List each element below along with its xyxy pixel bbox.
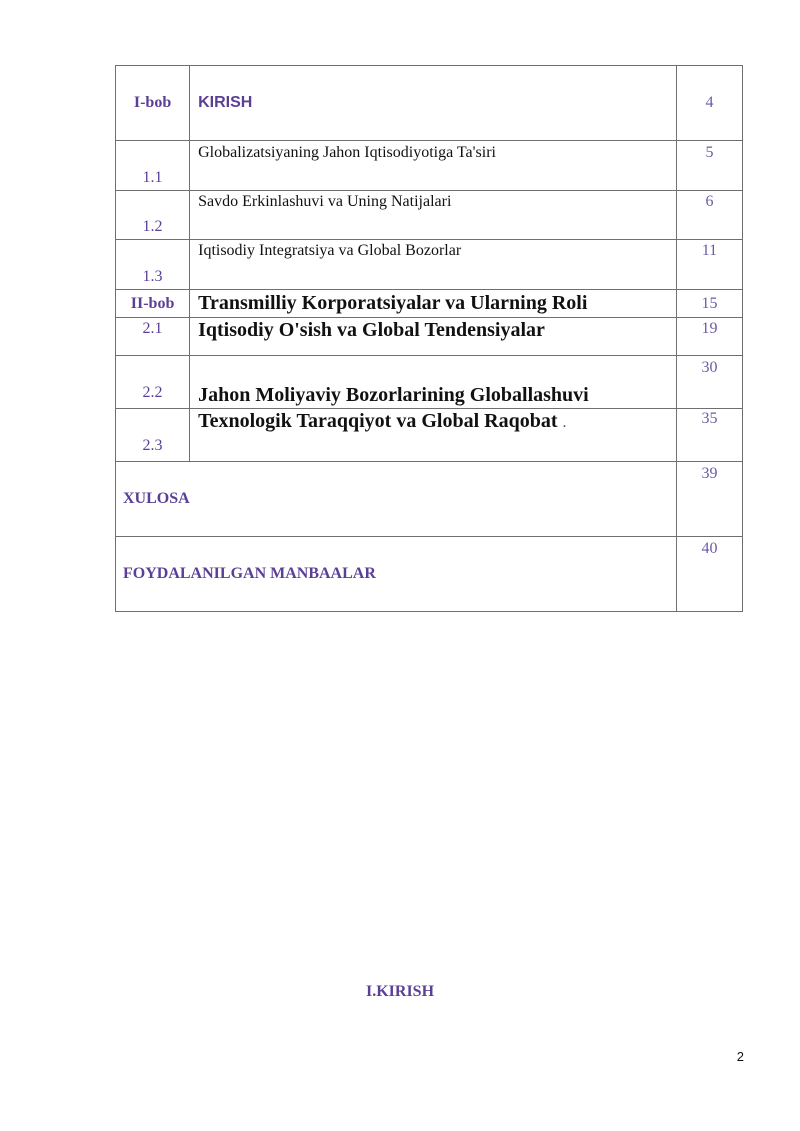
toc-page-cell [676,240,742,290]
toc-title-cell [190,409,677,462]
toc-row [116,240,743,290]
toc-section-title: Jahon Moliyaviy Bozorlarining Globallashuvi [198,384,589,406]
toc-page-cell [676,356,742,409]
toc-page-number: 11 [701,242,718,259]
toc-page-number: 5 [705,144,714,161]
toc-page-number: 6 [705,193,714,210]
toc-title-cell [190,66,677,141]
toc-section-number: 1.2 [142,218,163,235]
toc-row [116,537,743,612]
toc-title-cell [190,191,677,240]
toc-page-cell [676,191,742,240]
table-of-contents [115,65,743,612]
toc-row [116,356,743,409]
toc-row [116,290,743,318]
toc-row [116,141,743,191]
toc-page-number: 15 [701,294,718,312]
toc-page-number: 19 [701,320,718,337]
toc-references-title: FOYDALANILGAN MANBAALAR [123,565,376,582]
toc-page-number: 4 [705,94,714,111]
toc-row [116,66,743,141]
toc-section-cell [116,409,190,462]
toc-page-number: 35 [701,410,718,427]
toc-page-number: 40 [701,540,718,557]
toc-section-cell [116,318,190,356]
toc-section-title-suffix: . [562,414,567,431]
toc-title-cell [190,290,677,318]
toc-section-number: 2.2 [142,384,163,401]
toc-row [116,409,743,462]
toc-section-cell [116,356,190,409]
toc-section-title [190,410,676,433]
toc-section-number: 2.3 [142,437,163,454]
toc-title-cell [190,240,677,290]
toc-row [116,191,743,240]
toc-chapter-cell [116,290,190,318]
toc-section-number: 1.1 [142,169,163,186]
toc-conclusion-title: XULOSA [123,490,190,507]
toc-title-cell [116,537,677,612]
section-heading: I.KIRISH [365,983,435,1000]
toc-page-cell [676,537,742,612]
toc-title-cell [190,141,677,191]
toc-chapter-cell [116,66,190,141]
toc-section-cell [116,240,190,290]
toc-page-cell [676,66,742,141]
toc-section-title: Iqtisodiy Integratsiya va Global Bozorlar [198,242,462,259]
toc-page-number: 39 [701,465,718,482]
toc-section-title: Globalizatsiyaning Jahon Iqtisodiyotiga Ta'siri [198,144,496,161]
toc-page-cell [676,409,742,462]
toc-page-cell [676,290,742,318]
toc-page-cell [676,318,742,356]
toc-section-title-text: Texnologik Taraqqiyot va Global Raqobat [198,410,558,432]
toc-title-cell [190,356,677,409]
toc-section-number: 1.3 [142,268,163,285]
toc-section-title: Iqtisodiy O'sish va Global Tendensiyalar [198,319,545,341]
toc-chapter-number: I-bob [133,94,172,111]
toc-page-cell [676,141,742,191]
toc-section-cell [116,191,190,240]
toc-row [116,462,743,537]
toc-row [116,318,743,356]
page-number: 2 [736,1049,744,1064]
toc-title-cell [190,318,677,356]
toc-section-title: Savdo Erkinlashuvi va Uning Natijalari [198,193,452,210]
toc-page-number: 30 [701,359,718,376]
toc-chapter-title: KIRISH [198,94,253,111]
toc-title-cell [116,462,677,537]
toc-page-cell [676,462,742,537]
toc-section-number: 2.1 [142,320,163,337]
toc-section-cell [116,141,190,191]
toc-chapter-number: II-bob [130,294,175,312]
toc-chapter-title: Transmilliy Korporatsiyalar va Ularning Roli [198,292,588,314]
